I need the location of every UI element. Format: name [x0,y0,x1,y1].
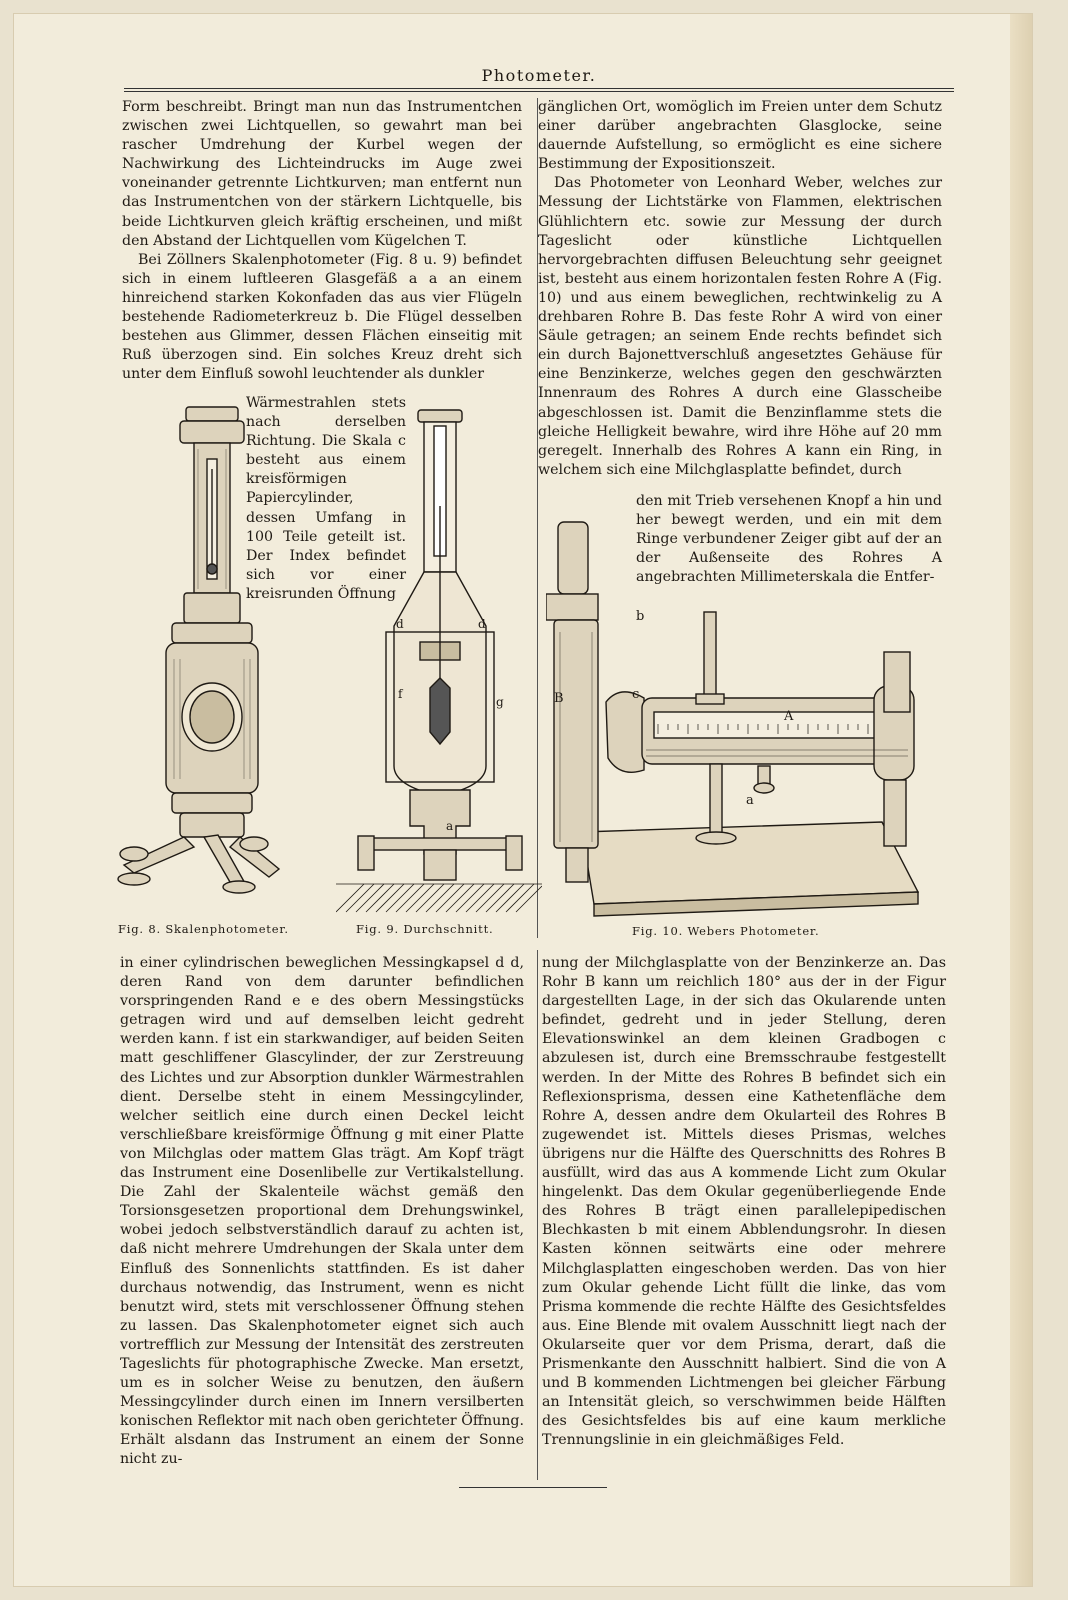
column-2-bottom [542,954,946,1450]
page-edge [1010,14,1032,1586]
figure-10-illustration [546,502,950,924]
figure-8-caption: Fig. 8. Skalenphotometer. [118,922,289,936]
fig9-label-a: a [446,819,454,833]
paragraph: Bei Zöllners Skalenphotometer (Fig. 8 u. 9) befindet sich in einem luftleeren Glasgefäß a a an einem hinreichend starken Kokonfaden das aus vier Flügeln bestehende Radiometerkreuz b. Die Flügel desselben bestehen aus Glimmer, dessen Flächen einseitig mit Ruß überzogen sind. Ein solches Kreuz dreht sich unter dem Einfluß sowohl leuchtender als dunkler [122,251,522,383]
figure-8-illustration [114,399,284,899]
fig9-label-d-left: d [396,617,404,631]
page [14,14,1032,1586]
figure-9-illustration [336,406,542,926]
paragraph: nung der Milchglasplatte von der Benzinkerze an. Das Rohr B kann um reichlich 180° aus der in der Figur dargestellten Lage, in der sich das Okularende unten befindet, gedreht und in jeder Stellung, deren Elevationswinkel an dem kleinen Gradbogen c abzulesen ist, durch eine Bremsschraube festgestellt werden. In der Mitte des Rohres B befindet sich ein Reflexionsprisma, dessen eine Kathetenfläche dem Rohre A, dessen andre dem Okularteil des Rohres B zugewendet ist. Mittels dieses Prismas, welches übrigens nur die Hälfte des Querschnitts des Rohres B ausfüllt, wird das aus A kommende Licht zum Okular hingelenkt. Das dem Okular gegenüberliegende Ende des Rohres B trägt einen parallelepipedischen Blechkasten b mit einem Abblendungsrohr. In diesen Kasten können seitwärts eine oder mehrere Milchglasplatten eingeschoben werden. Das von hier zum Okular gehende Licht füllt die linke, das vom Prisma kommende die rechte Hälfte des Gesichtsfeldes aus. Eine Blende mit ovalem Ausschnitt liegt nach der Okularseite quer vor dem Prisma, derart, daß die Prismenkante den Ausschnitt halbiert. Sind die von A und B kommenden Lichtmengen bei gleicher Färbung an Intensität gleich, so verschwimmen beide Hälften des Gesichtsfeldes bis auf eine kaum merkliche Trennungslinie in ein gleichmäßiges Feld. [542,955,946,1449]
page-title: Photometer. [481,66,597,85]
fig10-label-b: b [636,609,645,624]
fig9-label-g: g [496,695,504,709]
fig10-label-a: a [746,793,754,808]
column-1-bottom [120,954,524,1470]
paragraph: den mit Trieb versehenen Knopf a hin und her bewegt werden, und ein mit dem Ringe verbundener Zeiger gibt auf der an der Außenseite des Rohres A angebrachten Millimeterskala die Entfer- [636,493,942,586]
column-2-top [538,98,942,480]
paragraph: Wärmestrahlen stets nach derselben Richtung. Die Skala c besteht aus einem kreisförmigen Papiercylinder, dessen Umfang in 100 Teile geteilt ist. Der Index befindet sich vor einer kreisrunden Öffnung [246,395,406,602]
column-divider [537,950,538,1480]
header-rule [124,91,954,92]
paragraph: in einer cylindrischen beweglichen Messingkapsel d d, deren Rand von dem darunter befindlichen vorspringenden Rand e e des obern Messingstücks getragen wird und auf demselben leicht gedreht werden kann. f ist ein starkwandiger, auf beiden Seiten matt geschliffener Glascylinder, der zur Zerstreuung des Lichtes und zur Absorption dunkler Wärmestrahlen dient. Derselbe steht in einem Messingcylinder, welcher seitlich eine durch einen Deckel leicht verschließbare kreisförmige Öffnung g mit einer Platte von Milchglas oder mattem Glas trägt. Am Kopf trägt das Instrument eine Dosenlibelle zur Vertikalstellung. Die Zahl der Skalenteile wächst gemäß den Torsionsgesetzen proportional dem Drehungswinkel, wobei jedoch selbstverständlich darauf zu achten ist, daß nicht mehrere Umdrehungen der Skala unter dem Einfluß des Sonnenlichts stattfinden. Es ist daher durchaus notwendig, das Instrument, wenn es nicht benutzt wird, stets mit verschlossener Öffnung stehen zu lassen. Das Skalenphotometer eignet sich auch vortrefflich zur Messung der Intensität des zerstreuten Tageslichts für photographische Zwecke. Man ersetzt, um es in solcher Weise zu benutzen, den äußern Messingcylinder durch einen im Innern versilberten konischen Reflektor mit nach oben gerichteter Öffnung. Erhält alsdann das Instrument an einem der Sonne nicht zu- [120,955,524,1468]
column-1-top [122,98,522,384]
paragraph: gänglichen Ort, womöglich im Freien unter dem Schutz einer darüber angebrachten Glasglocke, seine dauernde Aufstellung, so ermöglicht es eine sichere Bestimmung der Expositionszeit. [538,99,942,173]
fig10-label-c: c [632,687,640,702]
fig9-label-f: f [398,687,403,701]
fig9-label-d-right: d [478,617,486,631]
fig10-label-B: B [554,691,564,706]
figure-9-caption: Fig. 9. Durchschnitt. [356,922,494,936]
end-rule [459,1487,607,1488]
figure-10-caption: Fig. 10. Webers Photometer. [632,924,820,938]
paragraph: Das Photometer von Leonhard Weber, welches zur Messung der Lichtstärke von Flammen, elektrischen Glühlichtern etc. sowie zur Messung der durch Tageslicht oder künstliche Lichtquellen hervorgebrachten diffusen Beleuchtung sehr geeignet ist, besteht aus einem horizontalen festen Rohre A (Fig. 10) und aus einem beweglichen, rechtwinkelig zu A drehbaren Rohre B. Das feste Rohr A wird von einer Säule getragen; an seinem Ende rechts befindet sich ein durch Bajonettverschluß angesetztes Gehäuse für eine Benzinkerze, welches gegen den geschwärzten Innenraum des Rohres A durch eine Glasscheibe abgeschlossen ist. Damit die Benzinflamme stets die gleiche Helligkeit bewahre, wird ihre Höhe auf 20 mm geregelt. Innerhalb des Rohres A kann ein Ring, in welchem sich eine Milchglasplatte befindet, durch [538,175,942,478]
header-rule [124,88,954,89]
paragraph: Form beschreibt. Bringt man nun das Instrumentchen zwischen zwei Lichtquellen, so gewahrt man bei rascher Umdrehung der Kurbel wegen der Nachwirkung des Lichteindrucks im Auge zwei voneinander getrennte Lichtkurven; man entfernt nun das Instrumentchen von der stärkern Lichtquelle, bis beide Lichtkurven gleich kräftig erscheinen, und mißt den Abstand der Lichtquellen vom Kügelchen T. [122,99,522,249]
fig10-label-A: A [784,709,794,724]
